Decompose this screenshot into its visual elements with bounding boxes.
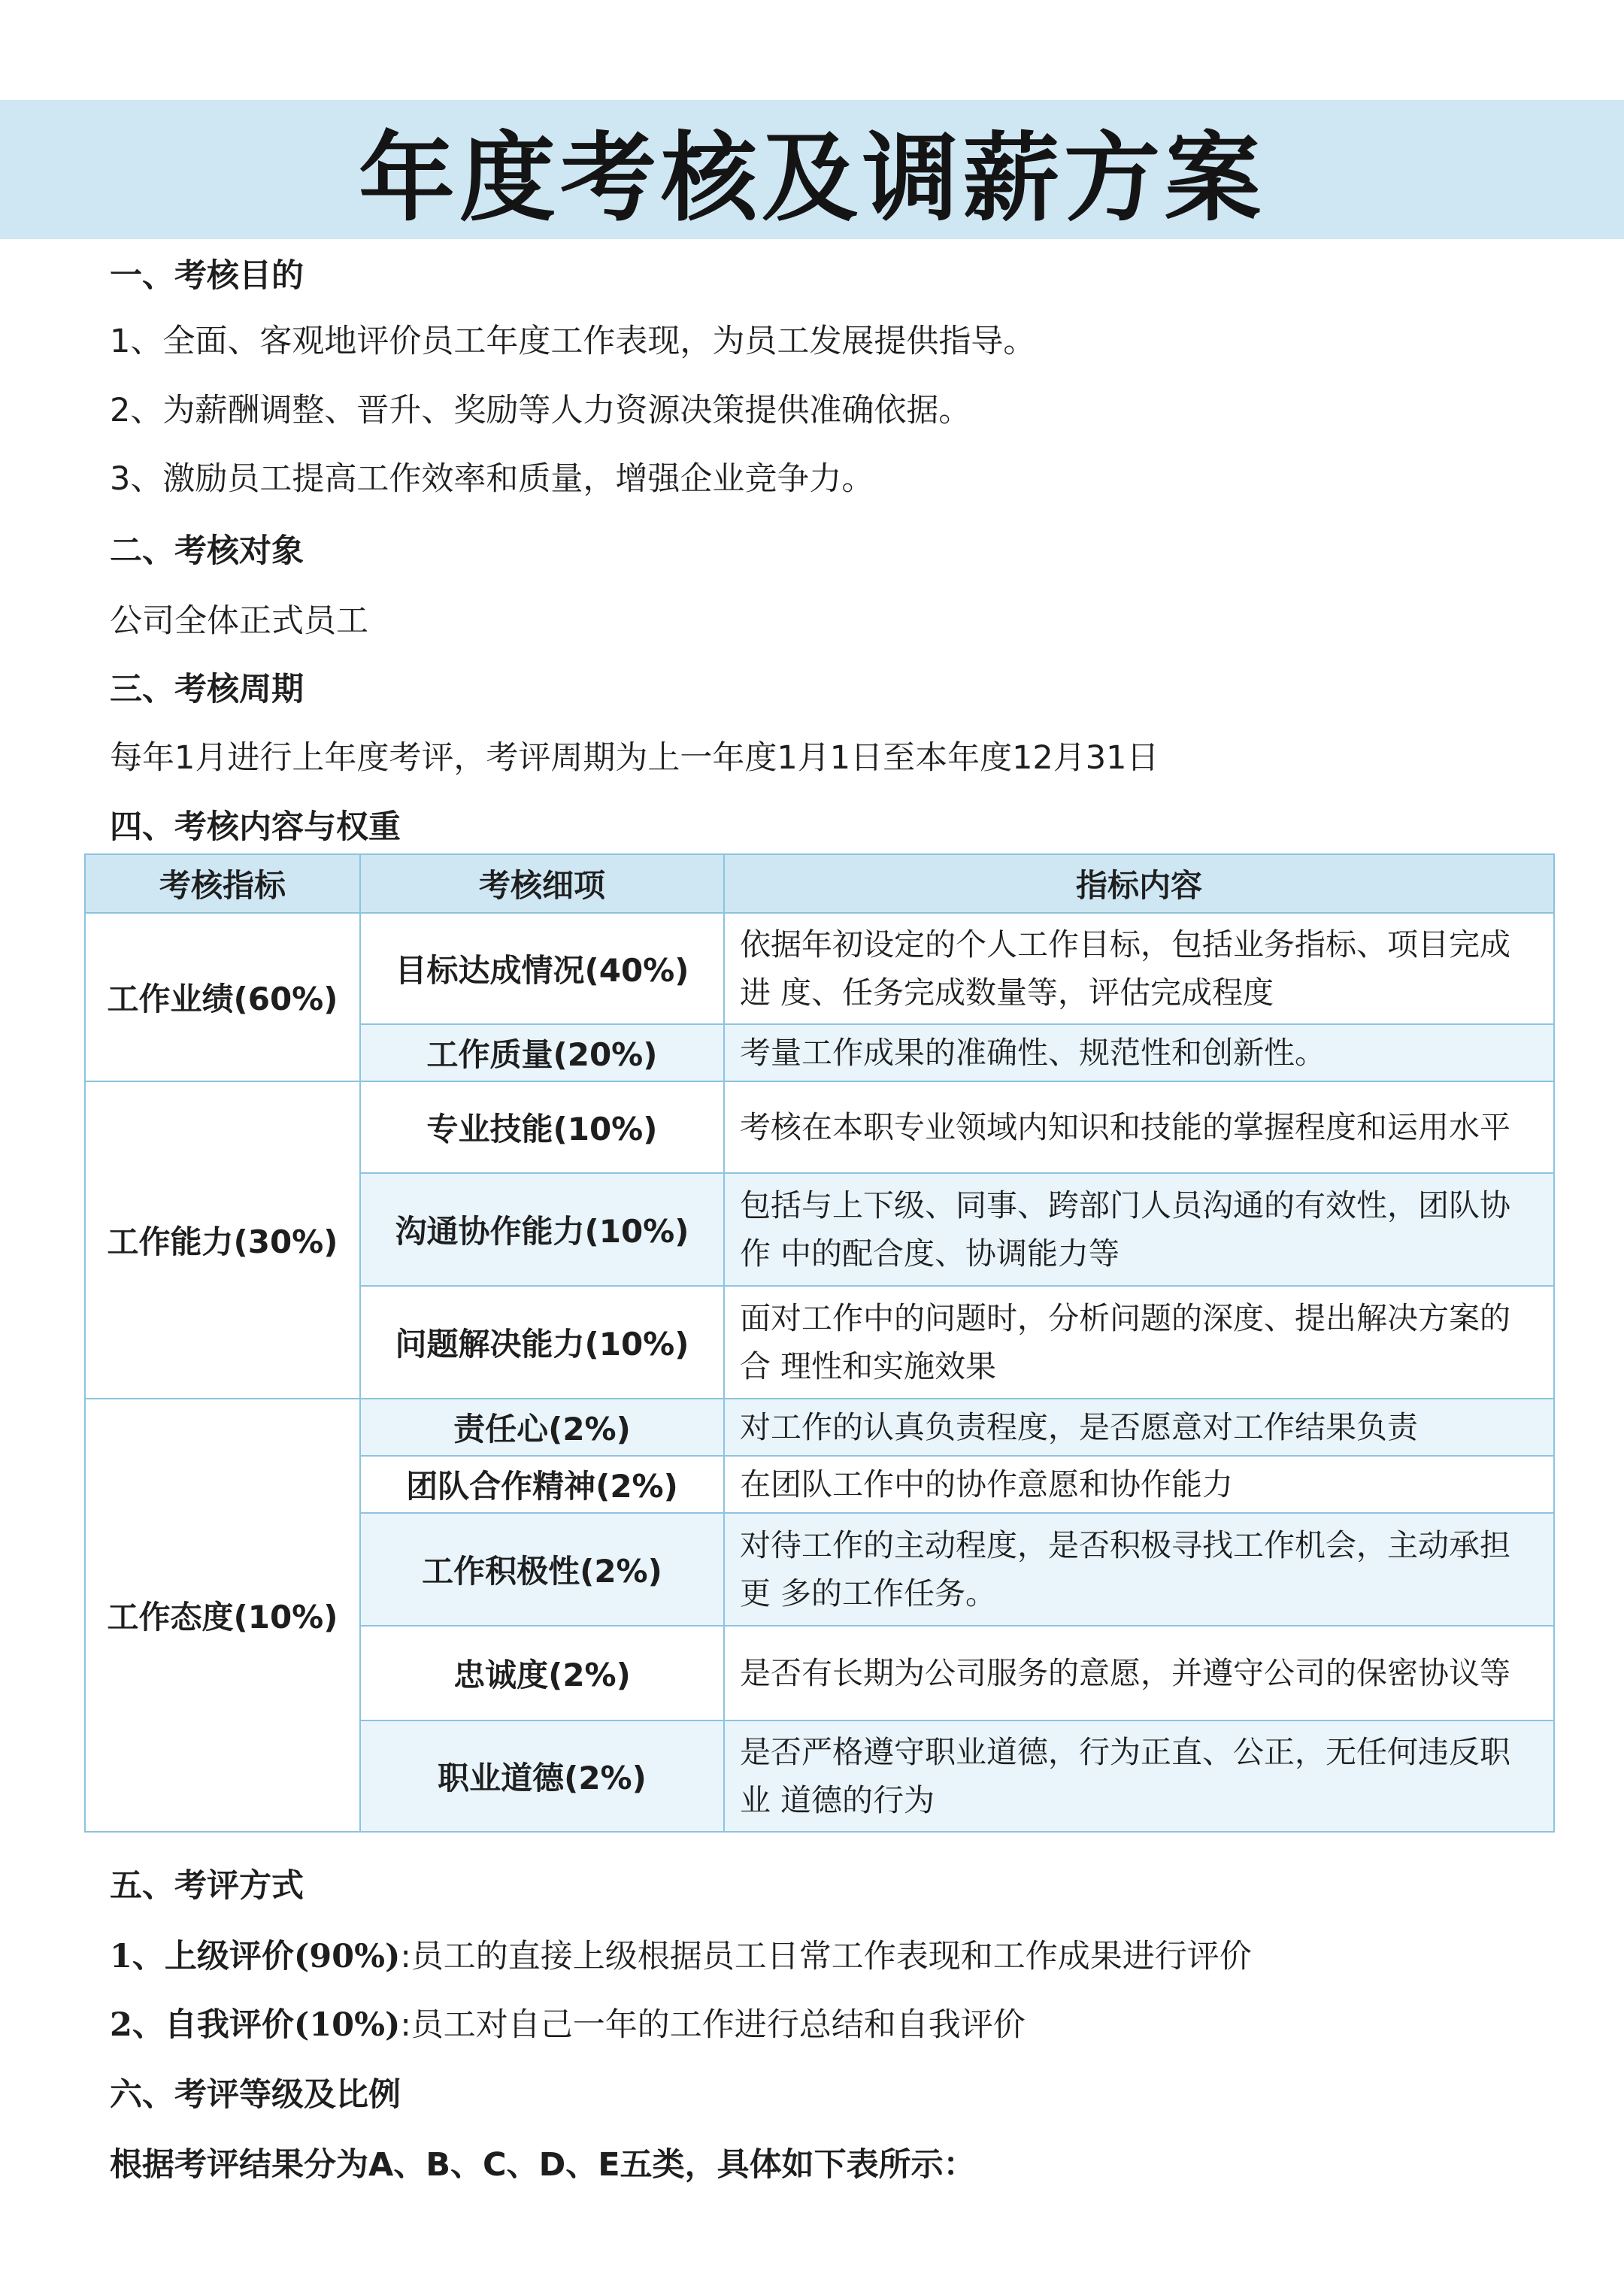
section-heading-grades: 六、考评等级及比例 [110,2076,401,2114]
section-heading-target: 二、考核对象 [110,532,304,570]
header-item: 考核细项 [360,854,724,913]
indicator-performance: 工作业绩(60%) [85,913,360,1081]
content-cell: 对待工作的主动程度，是否积极寻找工作机会，主动承担更 多的工作任务。 [724,1513,1554,1626]
method-item-2 [110,1999,1026,2045]
method-item-1-label: 1、上级评价(90%) [110,1938,401,1975]
section-heading-purpose: 一、考核目的 [110,257,304,295]
method-item-2-text: :员工对自己一年的工作进行总结和自我评价 [400,2006,1026,2044]
assessment-table [84,853,1555,1833]
item-cell: 责任心(2%) [360,1399,724,1456]
content-cell: 在团队工作中的协作意愿和协作能力 [724,1456,1554,1513]
indicator-ability: 工作能力(30%) [85,1081,360,1399]
content-cell: 依据年初设定的个人工作目标，包括业务指标、项目完成进 度、任务完成数量等，评估完成程度 [724,913,1554,1024]
item-cell: 工作质量(20%) [360,1024,724,1081]
item-cell: 目标达成情况(40%) [360,913,724,1024]
content-cell: 包括与上下级、同事、跨部门人员沟通的有效性，团队协作 中的配合度、协调能力等 [724,1173,1554,1286]
section-heading-content: 四、考核内容与权重 [110,808,401,846]
table-row [85,1399,1554,1456]
section-heading-method: 五、考评方式 [110,1867,304,1905]
title-band [0,100,1624,239]
item-cell: 团队合作精神(2%) [360,1456,724,1513]
cycle-text: 每年1月进行上年度考评，考评周期为上一年度1月1日至本年度12月31日 [110,739,1159,777]
content-cell: 考核在本职专业领域内知识和技能的掌握程度和运用水平 [724,1081,1554,1173]
purpose-item-1: 1、全面、客观地评价员工年度工作表现，为员工发展提供指导。 [110,323,1036,360]
item-cell: 职业道德(2%) [360,1720,724,1832]
section-heading-cycle: 三、考核周期 [110,671,304,708]
header-content: 指标内容 [724,854,1554,913]
purpose-item-3: 3、激励员工提高工作效率和质量，增强企业竞争力。 [110,460,874,498]
header-indicator: 考核指标 [85,854,360,913]
content-cell: 考量工作成果的准确性、规范性和创新性。 [724,1024,1554,1081]
table-row [85,1081,1554,1173]
content-cell: 面对工作中的问题时，分析问题的深度、提出解决方案的合 理性和实施效果 [724,1286,1554,1399]
item-cell: 专业技能(10%) [360,1081,724,1173]
item-cell: 问题解决能力(10%) [360,1286,724,1399]
grades-text: 根据考评结果分为A、B、C、D、E五类，具体如下表所示： [110,2146,976,2184]
indicator-attitude: 工作态度(10%) [85,1399,360,1832]
table-header-row [85,854,1554,913]
item-cell: 沟通协作能力(10%) [360,1173,724,1286]
method-item-1-text: :员工的直接上级根据员工日常工作表现和工作成果进行评价 [400,1938,1252,1975]
content-cell: 是否有长期为公司服务的意愿，并遵守公司的保密协议等 [724,1626,1554,1720]
item-cell: 工作积极性(2%) [360,1513,724,1626]
page-title: 年度考核及调薪方案 [358,122,1265,235]
method-item-1 [110,1931,1252,1977]
target-text: 公司全体正式员工 [110,602,368,640]
content-cell: 对工作的认真负责程度，是否愿意对工作结果负责 [724,1399,1554,1456]
content-cell: 是否严格遵守职业道德，行为正直、公正，无任何违反职业 道德的行为 [724,1720,1554,1832]
purpose-item-2: 2、为薪酬调整、晋升、奖励等人力资源决策提供准确依据。 [110,392,971,429]
item-cell: 忠诚度(2%) [360,1626,724,1720]
table-row [85,913,1554,1024]
method-item-2-label: 2、自我评价(10%) [110,2006,401,2044]
